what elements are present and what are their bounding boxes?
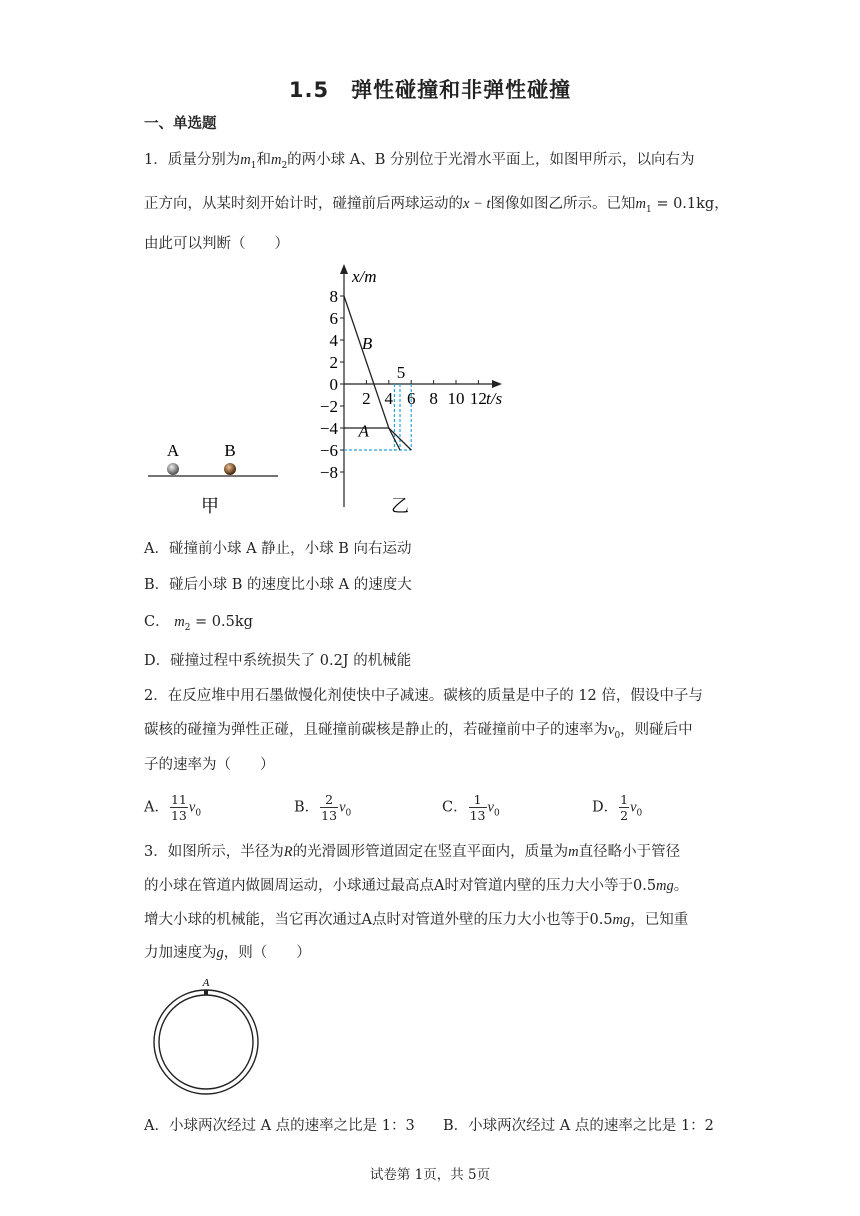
- x-tick-label: 2: [362, 389, 371, 408]
- y-tick-label: −2: [319, 397, 338, 416]
- y-axis-arrow: [340, 264, 348, 274]
- ring-ball: [204, 990, 208, 995]
- ring-inner: [159, 995, 253, 1089]
- y-tick-label: −4: [319, 419, 338, 438]
- y-tick-label: 0: [329, 375, 338, 394]
- figure-yi-chart: [300, 262, 520, 524]
- q3-line3: 增大小球的机械能，当它再次通过A点时对管道外壁的压力大小也等于0.5mg，已知重: [144, 912, 689, 928]
- ring-outer: [154, 990, 258, 1094]
- series-label-b: B: [361, 333, 373, 353]
- ball-a-label: A: [166, 441, 180, 460]
- x-axis-arrow: [492, 380, 502, 388]
- q1-line1: 1．质量分别为$m_1$和$m_2$的两小球 A、B 分别位于光滑水平面上，如图甲所示，以向右为: [144, 152, 695, 171]
- q1-option-c: C． $m_2 = 0.5kg$: [144, 614, 253, 633]
- q1-option-b: B．碰后小球 B 的速度比小球 A 的速度大: [144, 577, 412, 593]
- section-heading: 一、单选题: [144, 115, 217, 132]
- q2-line2: 碳核的碰撞为弹性正碰，且碰撞前碳核是静止的，若碰撞前中子的速率为$v_0$，则碰后中: [144, 722, 693, 741]
- y-tick-label: 6: [329, 309, 338, 328]
- y-tick-label: −8: [319, 463, 338, 482]
- x-tick-label-5: 5: [396, 363, 406, 382]
- q1-option-d: D．碰撞过程中系统损失了 0.2J 的机械能: [144, 653, 412, 669]
- x-tick-label: 12: [469, 389, 487, 408]
- x-tick-label: 8: [429, 389, 438, 408]
- page-title: 1.5 弹性碰撞和非弹性碰撞: [288, 78, 572, 102]
- x-tick-label: 6: [406, 389, 416, 408]
- y-tick-label: −6: [319, 441, 338, 460]
- figure-jia-caption: 甲: [201, 496, 219, 517]
- series-line-b: [344, 296, 400, 450]
- ball-b: [224, 463, 236, 475]
- q1-option-a: A．碰撞前小球 A 静止，小球 B 向右运动: [144, 541, 412, 557]
- ball-b-label: B: [224, 441, 236, 460]
- x-tick-label: 10: [447, 389, 465, 408]
- q1-line2: 正方向，从某时刻开始计时，碰撞前后两球运动的x − t图像如图乙所示。已知$m_1 = 0.1kg$，: [144, 196, 729, 215]
- figure-yi-caption: 乙: [391, 496, 409, 516]
- ring-point-label: A: [202, 977, 210, 989]
- q3-line4: 力加速度为g，则（ ）: [144, 945, 311, 961]
- q3-line2: 的小球在管道内做圆周运动，小球通过最高点A时对管道内壁的压力大小等于0.5mg。: [144, 878, 689, 894]
- q2-option-a: A． $\frac{11}{13}$ $v_0$: [144, 792, 202, 823]
- figure-ring: [150, 975, 262, 1095]
- page-footer: 试卷第 1页，共 5页: [369, 1167, 491, 1183]
- q3-option-b: B．小球两次经过 A 点的速率之比是 1：2: [443, 1118, 714, 1134]
- q3-line1: 3．如图所示，半径为R的光滑圆形管道固定在竖直平面内，质量为m直径略小于管径: [144, 844, 681, 860]
- q3-option-a: A．小球两次经过 A 点的速率之比是 1：3: [144, 1118, 415, 1134]
- series-line-a: [344, 428, 411, 450]
- q1-line3: 由此可以判断（ ）: [144, 236, 289, 252]
- y-tick-label: 8: [329, 287, 338, 306]
- q2-option-c: C． $\frac{1}{13}$ $v_0$: [442, 792, 500, 823]
- x-axis-label: t/s: [486, 389, 503, 408]
- q2-option-d: D． $\frac{1}{2}$ $v_0$: [592, 792, 643, 823]
- figure-jia: [146, 438, 280, 520]
- q2-line1: 2．在反应堆中用石墨做慢化剂使快中子减速。碳核的质量是中子的 12 倍，假设中子与: [144, 688, 703, 704]
- series-label-a: A: [358, 421, 369, 441]
- y-tick-label: 2: [329, 353, 338, 372]
- x-tick-label: 4: [384, 389, 394, 408]
- q2-option-b: B． $\frac{2}{13}$ $v_0$: [294, 792, 352, 823]
- y-axis-label: x/m: [352, 267, 377, 286]
- q2-line3: 子的速率为（ ）: [144, 757, 275, 773]
- ball-a: [167, 463, 179, 475]
- y-tick-label: 4: [329, 331, 338, 350]
